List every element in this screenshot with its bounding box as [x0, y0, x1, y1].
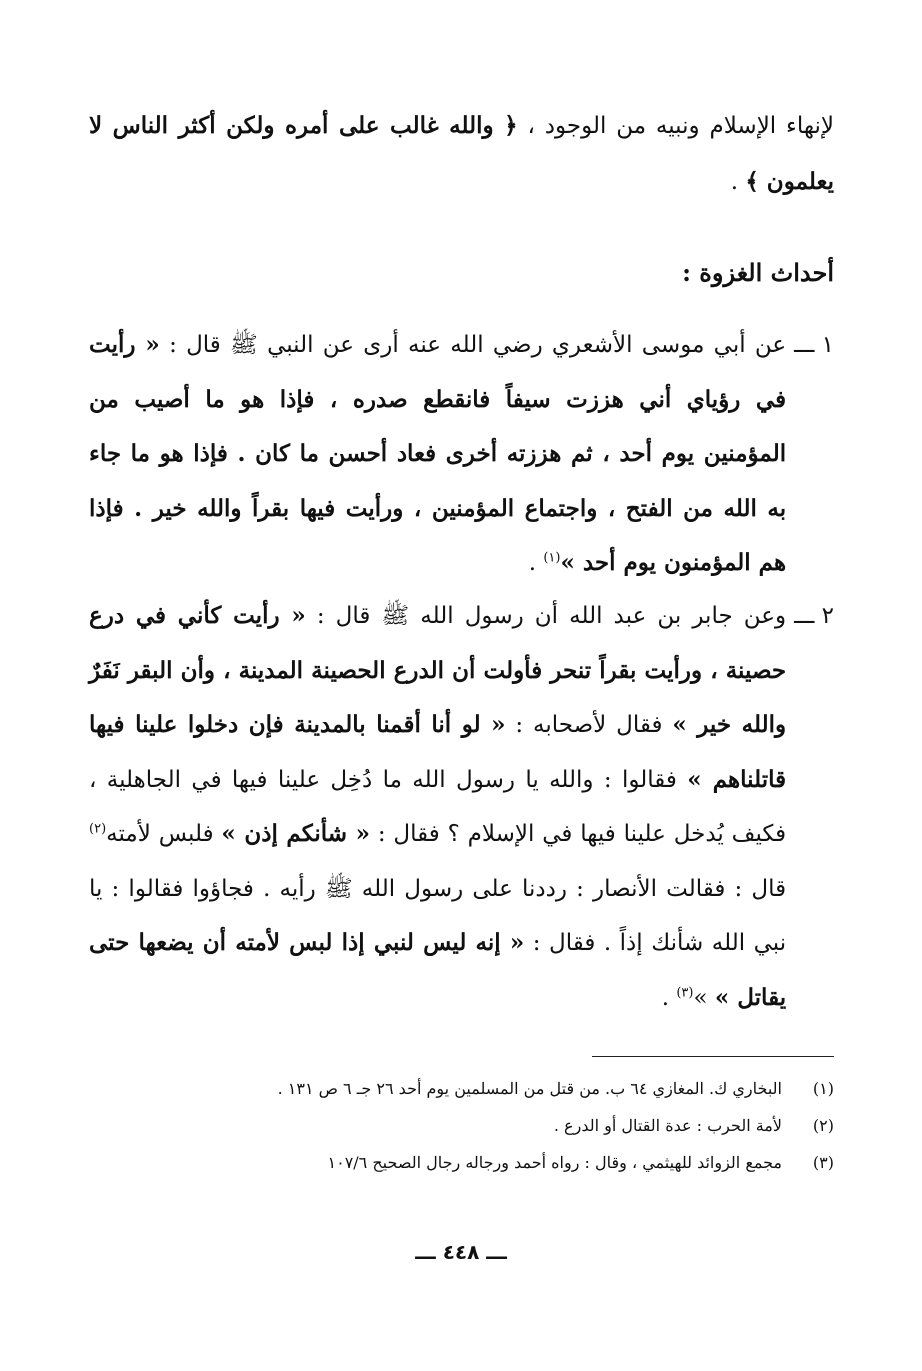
narration-text: فلبس لأمته — [106, 821, 222, 847]
intro-end: . — [730, 169, 746, 195]
footnote — [89, 1107, 834, 1144]
hadith-quote: « رأيت كأني في درع حصينة ، ورأيت بقراً تنحر فأولت أن الدرع الحصينة المدينة ، وأن البقر نَفَرٌ والله خير » — [89, 602, 787, 738]
item-intro: عن أبي موسى الأشعري رضي الله عنه أرى عن النبي ﷺ قال : — [159, 332, 787, 358]
hadith-quote: « لو أنا أقمنا بالمدينة فإن دخلوا علينا فيها قاتلناهم » — [89, 711, 787, 793]
footnote-ref[interactable]: (٣) — [676, 984, 694, 1000]
hadith-quote: « إنه ليس لنبي إذا لبس لأمته أن يضعها حتى يقاتل » — [89, 929, 787, 1011]
hadith-quote: « شأنكم إذن » — [221, 820, 370, 847]
quran-quote: ﴿ والله غالب على أمره ولكن أكثر الناس لا يعلمون ﴾ — [89, 112, 834, 195]
footnote-text: لأمة الحرب : عدة القتال أو الدرع . — [553, 1116, 782, 1135]
closing-mark: » — [693, 984, 715, 1011]
item-end: . — [528, 550, 544, 576]
section-heading: أحداث الغزوة : — [682, 258, 834, 287]
footnote-mark: (٢) — [812, 1116, 834, 1135]
hadith-quote: « رأيت في رؤياي أني هززت سيفاً فانقطع صدره ، فإذا هو ما أصيب من المؤمنين يوم أحد ، ثم هززته أخرى فعاد أحسن ما كان . فإذا هو ما جاء به الله من الفتح ، واجتماع المؤمنين ، ورأيت فيها بقراً والله خير . فإذا هم المؤمنون يوم أحد » — [89, 331, 787, 576]
hadith-item-1 — [89, 318, 834, 591]
intro-text: لإنهاء الإسلام ونبيه من الوجود ، — [517, 113, 834, 139]
footnote-divider — [592, 1056, 834, 1057]
page-number: ـــ ٤٤٨ ـــ — [415, 1240, 507, 1264]
footnote-text: مجمع الزوائد للهيثمي ، وقال : رواه أحمد ورجاله رجال الصحيح ١٠٧/٦ — [327, 1153, 782, 1172]
narration-text: فقال لأصحابه : — [505, 712, 673, 738]
footnote-mark: (٣) — [812, 1153, 834, 1172]
hadith-item-2 — [89, 589, 834, 1025]
narration-text: قال : فقالت الأنصار : رددنا على رسول الله ﷺ رأيه . فجاؤوا فقالوا : يا نبي الله شأنك إذاً . فقال : — [89, 875, 787, 956]
footnote-mark: (١) — [812, 1079, 834, 1098]
item-number: ١ ـــ — [794, 332, 834, 358]
item-end: . — [661, 984, 677, 1011]
intro-paragraph — [89, 98, 834, 210]
footnote-text: البخاري ك. المغازي ٦٤ ب. من قتل من المسلمين يوم أحد ٢٦ جـ ٦ ص ١٣١ . — [277, 1079, 782, 1098]
footnote — [89, 1070, 834, 1107]
footnote — [89, 1144, 834, 1181]
item-body — [89, 318, 786, 591]
item-intro: وعن جابر بن عبد الله أن رسول الله ﷺ قال : — [305, 603, 787, 629]
footnote-ref[interactable]: (٢) — [89, 821, 107, 837]
item-number: ٢ ـــ — [794, 603, 834, 629]
footnote-ref[interactable]: (١) — [543, 550, 561, 566]
item-body — [89, 589, 786, 1025]
footnotes — [89, 1070, 834, 1181]
narration-text: فقالوا : والله يا رسول الله ما دُخِل علينا فيها في الجاهلية ، فكيف يُدخل علينا فيها في الإسلام ؟ فقال : — [89, 766, 787, 847]
